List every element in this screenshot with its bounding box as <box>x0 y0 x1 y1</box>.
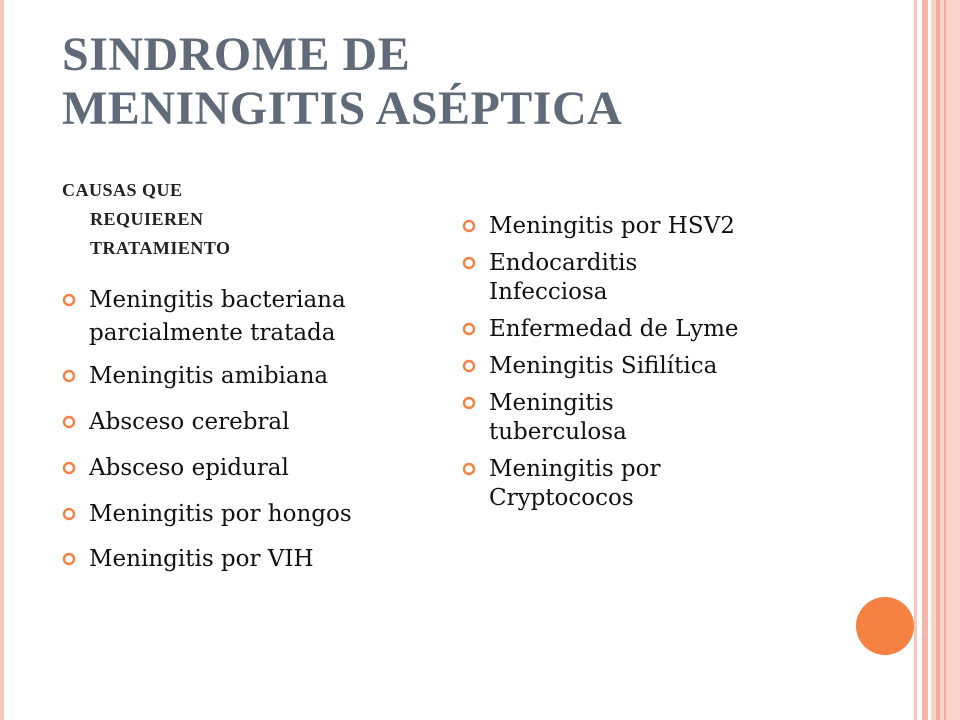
right-bullet-list <box>462 212 902 513</box>
orange-ring-bullet-icon <box>462 359 476 373</box>
list-item-text: Meningitis amibiana <box>89 363 329 389</box>
list-item <box>462 352 902 381</box>
list-item <box>462 315 902 344</box>
list-item-text: tuberculosa <box>489 419 627 445</box>
title-line-2: MENINGITIS ASÉPTICA <box>62 82 623 135</box>
list-item <box>62 406 462 439</box>
subheading-line-3: TRATAMIENTO <box>90 238 231 258</box>
orange-ring-bullet-icon <box>462 256 476 270</box>
stripe <box>936 0 940 720</box>
orange-ring-bullet-icon <box>462 462 476 476</box>
left-bullet-list <box>62 284 462 576</box>
subheading-line-1: CAUSAS QUE <box>62 180 183 200</box>
list-item <box>462 249 902 307</box>
list-item-text: Enfermedad de Lyme <box>489 316 739 342</box>
stripe <box>922 0 928 720</box>
list-item-text: parcialmente tratada <box>89 320 336 346</box>
right-decorative-stripes <box>914 0 960 720</box>
list-item <box>462 455 902 513</box>
list-item-text: Meningitis Sifilítica <box>489 353 718 379</box>
title-line-1: SINDROME DE <box>62 28 411 81</box>
list-item <box>62 284 462 350</box>
list-item <box>462 389 902 447</box>
list-item-text: Endocarditis <box>489 250 638 276</box>
list-item-text: Meningitis por hongos <box>89 501 352 527</box>
list-item-text: Absceso cerebral <box>89 409 290 435</box>
stripe <box>944 0 946 720</box>
list-item-text: Cryptococos <box>489 485 634 511</box>
list-item <box>462 212 902 241</box>
orange-circle-decoration <box>856 597 914 655</box>
list-item <box>62 452 462 485</box>
slide-title <box>62 28 882 136</box>
orange-ring-bullet-icon <box>462 322 476 336</box>
orange-ring-bullet-icon <box>62 415 76 429</box>
list-item <box>62 543 462 576</box>
list-item-text: Infecciosa <box>489 279 608 305</box>
subheading-line-2: REQUIEREN <box>90 209 204 229</box>
orange-ring-bullet-icon <box>62 293 76 307</box>
list-item-text: Meningitis bacteriana <box>89 287 346 313</box>
list-item-text: Meningitis por VIH <box>89 546 314 572</box>
orange-ring-bullet-icon <box>462 219 476 233</box>
list-item-text: Meningitis por HSV2 <box>489 213 735 239</box>
left-border-line <box>0 0 4 720</box>
list-item-text: Meningitis por <box>489 456 661 482</box>
orange-ring-bullet-icon <box>62 552 76 566</box>
orange-ring-bullet-icon <box>62 461 76 475</box>
subheading <box>62 176 370 263</box>
list-item <box>62 360 462 393</box>
stripe <box>914 0 917 720</box>
orange-ring-bullet-icon <box>62 369 76 383</box>
list-item <box>62 498 462 531</box>
list-item-text: Absceso epidural <box>89 455 289 481</box>
orange-ring-bullet-icon <box>462 396 476 410</box>
orange-ring-bullet-icon <box>62 507 76 521</box>
list-item-text: Meningitis <box>489 390 614 416</box>
